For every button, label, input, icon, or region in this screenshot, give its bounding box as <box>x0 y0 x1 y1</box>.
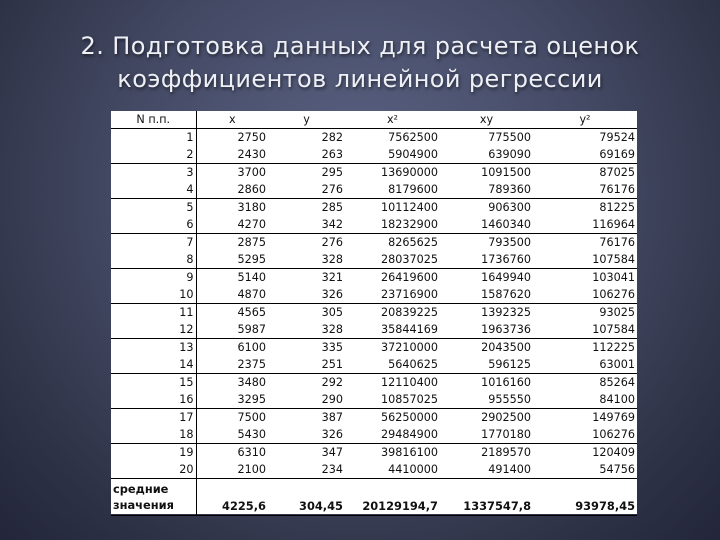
cell-x: 4565 <box>237 306 266 319</box>
cell-y: 292 <box>321 376 343 389</box>
slide-title-line-1: 2. Подготовка данных для расчета оценок <box>80 32 640 60</box>
table-row <box>111 251 637 269</box>
cell-xy: 1392325 <box>481 306 531 319</box>
table-row <box>111 234 637 252</box>
cell-n: 3 <box>111 164 196 182</box>
cell-y: 276 <box>321 236 343 249</box>
cell-x-squared: 7562500 <box>388 131 438 144</box>
header-y: y <box>268 111 345 129</box>
cell-y-squared: 87025 <box>599 166 635 179</box>
cell-n: 1 <box>111 129 196 147</box>
cell-n: 14 <box>111 356 196 374</box>
avg-y-squared: 93978,45 <box>533 479 637 516</box>
averages-row <box>111 479 637 516</box>
cell-xy: 789360 <box>440 181 533 199</box>
cell-y-squared: 107584 <box>533 321 637 339</box>
cell-n: 15 <box>111 374 196 392</box>
cell-y-squared: 106276 <box>533 286 637 304</box>
header-x-squared: x² <box>345 111 440 129</box>
cell-x: 2100 <box>196 461 268 479</box>
cell-x: 6310 <box>237 446 266 459</box>
cell-xy: 793500 <box>488 236 531 249</box>
cell-y-squared: 149769 <box>592 411 635 424</box>
table-row <box>111 216 637 234</box>
cell-x-squared: 5640625 <box>345 356 440 374</box>
cell-x: 5987 <box>196 321 268 339</box>
cell-xy: 596125 <box>440 356 533 374</box>
header-x: x <box>196 111 268 129</box>
cell-y: 234 <box>268 461 345 479</box>
cell-y-squared: 76176 <box>533 181 637 199</box>
cell-y-squared: 120409 <box>592 446 635 459</box>
cell-n: 13 <box>111 339 196 357</box>
cell-y-squared: 54756 <box>533 461 637 479</box>
slide-title <box>0 30 720 96</box>
table-row <box>111 269 637 287</box>
data-table <box>111 111 637 516</box>
cell-y: 276 <box>268 181 345 199</box>
cell-n: 2 <box>111 146 196 164</box>
cell-x-squared: 37210000 <box>381 341 438 354</box>
table-row <box>111 146 637 164</box>
cell-x: 4270 <box>196 216 268 234</box>
cell-y-squared: 84100 <box>533 391 637 409</box>
table-row <box>111 199 637 217</box>
cell-xy: 775500 <box>488 131 531 144</box>
cell-n: 7 <box>111 234 196 252</box>
cell-y: 295 <box>321 166 343 179</box>
table-row <box>111 409 637 427</box>
cell-x-squared: 23716900 <box>345 286 440 304</box>
table-row <box>111 286 637 304</box>
cell-x: 5430 <box>196 426 268 444</box>
cell-x-squared: 13690000 <box>381 166 438 179</box>
cell-xy: 1587620 <box>440 286 533 304</box>
cell-n: 10 <box>111 286 196 304</box>
cell-x-squared: 28037025 <box>345 251 440 269</box>
cell-y: 326 <box>268 426 345 444</box>
cell-x: 3295 <box>196 391 268 409</box>
cell-y: 282 <box>321 131 343 144</box>
cell-x-squared: 8179600 <box>345 181 440 199</box>
regression-data-table <box>111 111 637 514</box>
cell-y: 328 <box>268 321 345 339</box>
cell-y-squared: 63001 <box>533 356 637 374</box>
cell-n: 5 <box>111 199 196 217</box>
cell-x-squared: 39816100 <box>381 446 438 459</box>
avg-x-squared: 20129194,7 <box>345 479 440 516</box>
cell-xy: 906300 <box>488 201 531 214</box>
table-row <box>111 356 637 374</box>
cell-y-squared: 76176 <box>599 236 635 249</box>
table-row <box>111 129 637 147</box>
cell-x: 2875 <box>237 236 266 249</box>
cell-n: 9 <box>111 269 196 287</box>
cell-xy: 2902500 <box>481 411 531 424</box>
cell-n: 18 <box>111 426 196 444</box>
cell-x-squared: 29484900 <box>345 426 440 444</box>
cell-y-squared: 107584 <box>533 251 637 269</box>
cell-n: 12 <box>111 321 196 339</box>
cell-x-squared: 35844169 <box>345 321 440 339</box>
cell-y-squared: 112225 <box>592 341 635 354</box>
cell-xy: 955550 <box>440 391 533 409</box>
cell-y: 328 <box>268 251 345 269</box>
cell-x: 2750 <box>237 131 266 144</box>
cell-x: 3180 <box>237 201 266 214</box>
cell-y: 305 <box>321 306 343 319</box>
cell-x: 3480 <box>237 376 266 389</box>
cell-x: 5140 <box>237 271 266 284</box>
cell-xy: 639090 <box>440 146 533 164</box>
cell-y-squared: 85264 <box>599 376 635 389</box>
cell-x: 5295 <box>196 251 268 269</box>
cell-x: 7500 <box>237 411 266 424</box>
header-xy: xy <box>440 111 533 129</box>
cell-xy: 1770180 <box>440 426 533 444</box>
cell-y: 263 <box>268 146 345 164</box>
cell-y: 326 <box>268 286 345 304</box>
cell-y: 387 <box>321 411 343 424</box>
table-row <box>111 339 637 357</box>
cell-n: 8 <box>111 251 196 269</box>
cell-n: 19 <box>111 444 196 462</box>
table-row <box>111 181 637 199</box>
cell-x: 6100 <box>237 341 266 354</box>
cell-x-squared: 4410000 <box>345 461 440 479</box>
cell-xy: 1963736 <box>440 321 533 339</box>
cell-x-squared: 8265625 <box>388 236 438 249</box>
averages-label: средние значения <box>111 479 196 516</box>
table-row <box>111 164 637 182</box>
cell-n: 11 <box>111 304 196 322</box>
cell-y-squared: 116964 <box>533 216 637 234</box>
cell-n: 6 <box>111 216 196 234</box>
cell-x: 2375 <box>196 356 268 374</box>
cell-y: 342 <box>268 216 345 234</box>
avg-y: 304,45 <box>268 479 345 516</box>
cell-xy: 1091500 <box>481 166 531 179</box>
cell-x-squared: 56250000 <box>381 411 438 424</box>
cell-y: 347 <box>321 446 343 459</box>
cell-y-squared: 79524 <box>599 131 635 144</box>
table-row <box>111 391 637 409</box>
cell-x-squared: 18232900 <box>345 216 440 234</box>
cell-x: 2860 <box>196 181 268 199</box>
cell-y: 251 <box>268 356 345 374</box>
cell-x: 2430 <box>196 146 268 164</box>
cell-x-squared: 12110400 <box>381 376 438 389</box>
cell-x-squared: 20839225 <box>381 306 438 319</box>
cell-n: 20 <box>111 461 196 479</box>
cell-y: 290 <box>268 391 345 409</box>
table-row <box>111 304 637 322</box>
cell-n: 16 <box>111 391 196 409</box>
cell-x: 4870 <box>196 286 268 304</box>
slide-title-line-2: коэффициентов линейной регрессии <box>117 65 603 93</box>
table-row <box>111 321 637 339</box>
cell-n: 17 <box>111 409 196 427</box>
cell-xy: 1736760 <box>440 251 533 269</box>
cell-xy: 1016160 <box>481 376 531 389</box>
cell-n: 4 <box>111 181 196 199</box>
avg-xy: 1337547,8 <box>440 479 533 516</box>
table-row <box>111 374 637 392</box>
header-y-squared: y² <box>533 111 637 129</box>
cell-xy: 1460340 <box>440 216 533 234</box>
cell-x-squared: 10112400 <box>381 201 438 214</box>
cell-x-squared: 26419600 <box>381 271 438 284</box>
cell-x-squared: 5904900 <box>345 146 440 164</box>
cell-y-squared: 103041 <box>592 271 635 284</box>
cell-y-squared: 81225 <box>599 201 635 214</box>
table-row <box>111 444 637 462</box>
cell-xy: 491400 <box>440 461 533 479</box>
cell-y-squared: 69169 <box>533 146 637 164</box>
cell-y-squared: 106276 <box>533 426 637 444</box>
header-n: N п.п. <box>111 111 196 129</box>
cell-x: 3700 <box>237 166 266 179</box>
cell-y: 285 <box>321 201 343 214</box>
cell-x-squared: 10857025 <box>345 391 440 409</box>
cell-y-squared: 93025 <box>599 306 635 319</box>
cell-xy: 2189570 <box>481 446 531 459</box>
table-row <box>111 426 637 444</box>
cell-xy: 2043500 <box>481 341 531 354</box>
cell-xy: 1649940 <box>481 271 531 284</box>
cell-y: 335 <box>321 341 343 354</box>
avg-x: 4225,6 <box>196 479 268 516</box>
cell-y: 321 <box>321 271 343 284</box>
table-header-row <box>111 111 637 129</box>
table-row <box>111 461 637 479</box>
table-body <box>111 129 637 516</box>
